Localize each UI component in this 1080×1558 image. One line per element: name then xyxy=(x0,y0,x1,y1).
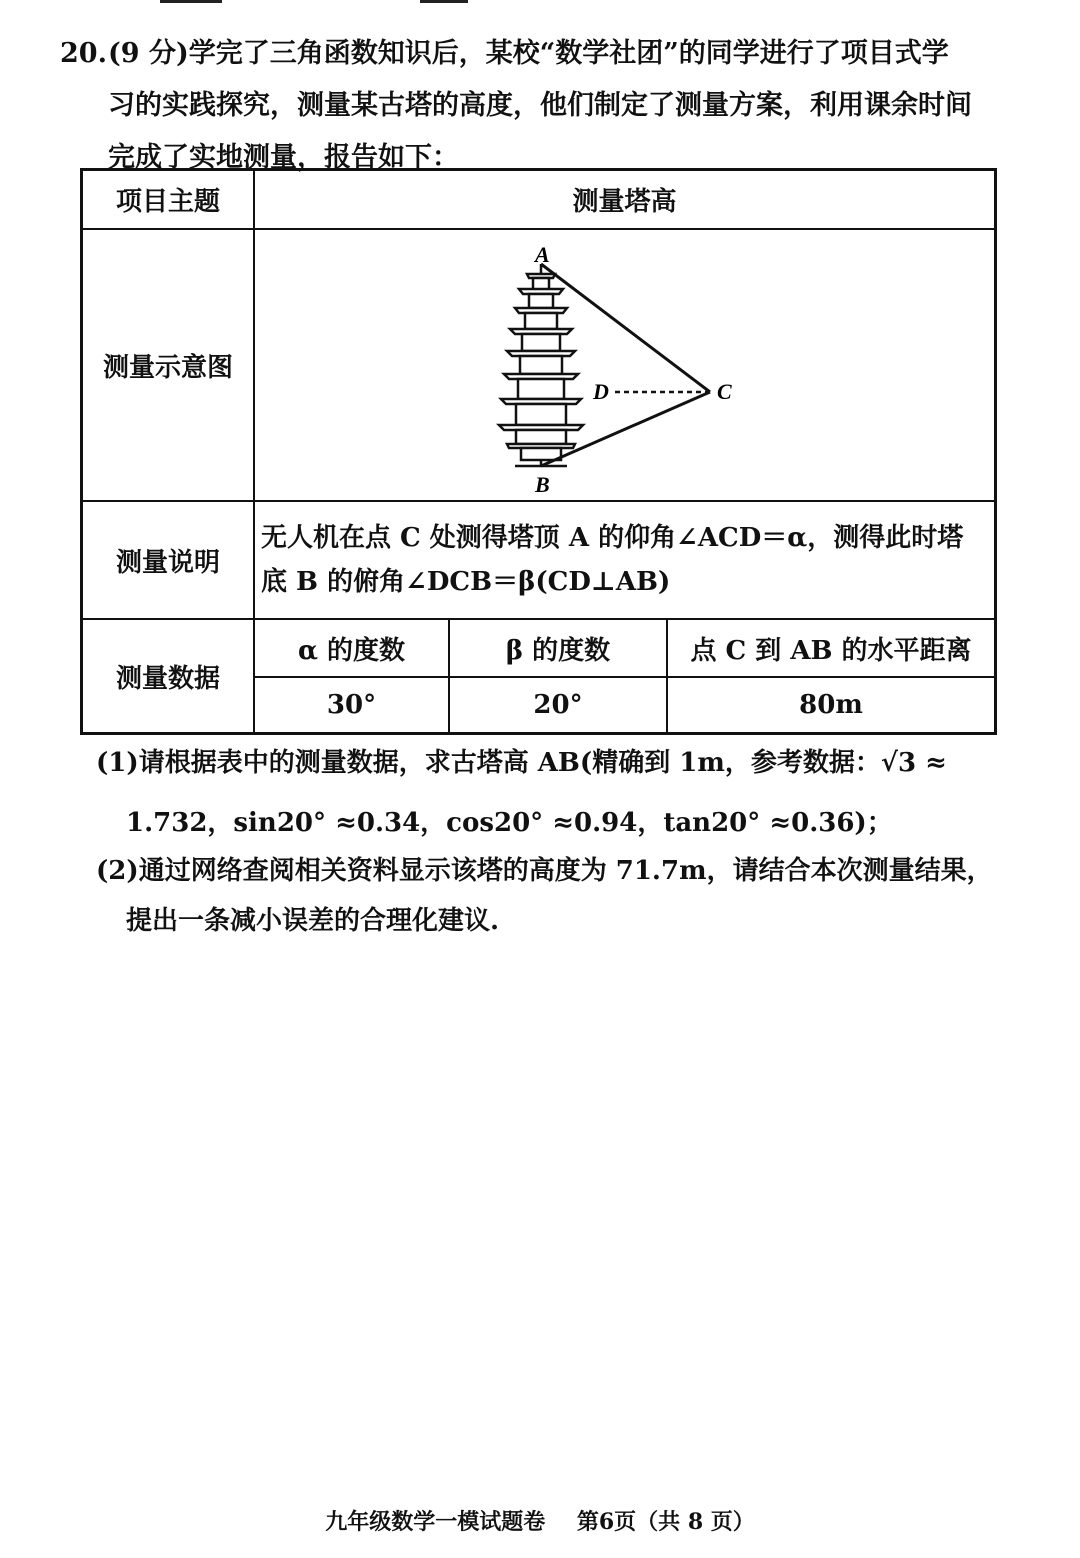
pagoda-drawing xyxy=(499,264,583,466)
data-value-distance: 80m xyxy=(667,677,996,734)
data-header-distance: 点 C 到 AB 的水平距离 xyxy=(667,619,996,677)
topic-value: 测量塔高 xyxy=(254,170,996,230)
measurement-diagram xyxy=(475,234,775,496)
footer-exam-title: 九年级数学一模试题卷 xyxy=(325,1509,546,1535)
topic-label: 项目主题 xyxy=(82,170,255,230)
table-row-topic xyxy=(82,170,996,230)
q2-line-2: 提出一条减小误差的合理化建议. xyxy=(126,906,500,936)
page-footer xyxy=(0,1505,1080,1536)
table-row-figure xyxy=(82,229,996,501)
data-value-beta: 20° xyxy=(449,677,667,734)
intro-line-3: 完成了实地测量，报告如下： xyxy=(108,142,459,173)
intro-line-1: (9 分)学完了三角函数知识后，某校“数学社团”的同学进行了项目式学 xyxy=(108,38,949,69)
desc-label: 测量说明 xyxy=(82,501,255,619)
table-row-description xyxy=(82,501,996,619)
question-intro xyxy=(60,28,1020,184)
data-header-beta: β 的度数 xyxy=(449,619,667,677)
desc-line-2: 底 B 的俯角∠DCB＝β(CD⊥AB) xyxy=(261,567,671,597)
q1-line-2: 1.732，sin20° ≈0.34，cos20° ≈0.94，tan20° ≈0.36)； xyxy=(126,808,893,838)
desc-line-1: 无人机在点 C 处测得塔顶 A 的仰角∠ACD＝α，测得此时塔 xyxy=(261,523,964,553)
q1-line-1: (1)请根据表中的测量数据，求古塔高 AB(精确到 1m，参考数据：√3 ≈ xyxy=(96,748,947,778)
intro-line-2: 习的实践探究，测量某古塔的高度，他们制定了测量方案，利用课余时间 xyxy=(108,90,972,121)
desc-text xyxy=(254,501,996,619)
question-number: 20. xyxy=(60,38,107,69)
q2-line-1: (2)通过网络查阅相关资料显示该塔的高度为 71.7m，请结合本次测量结果， xyxy=(96,856,993,886)
point-a-label: A xyxy=(534,242,550,267)
point-d-label: D xyxy=(592,379,609,404)
data-header-alpha: α 的度数 xyxy=(254,619,449,677)
point-b-label: B xyxy=(534,472,550,496)
footer-page-number: 第6页（共 8 页） xyxy=(576,1509,755,1535)
table-row-data-header xyxy=(82,619,996,677)
subquestion-1 xyxy=(96,738,1026,848)
point-c-label: C xyxy=(716,379,732,404)
data-value-alpha: 30° xyxy=(254,677,449,734)
page-top-marks xyxy=(0,0,1080,6)
report-table xyxy=(80,168,997,735)
subquestion-2 xyxy=(96,846,1026,946)
data-label: 测量数据 xyxy=(82,619,255,734)
figure-cell xyxy=(254,229,996,501)
figure-label: 测量示意图 xyxy=(82,229,255,501)
